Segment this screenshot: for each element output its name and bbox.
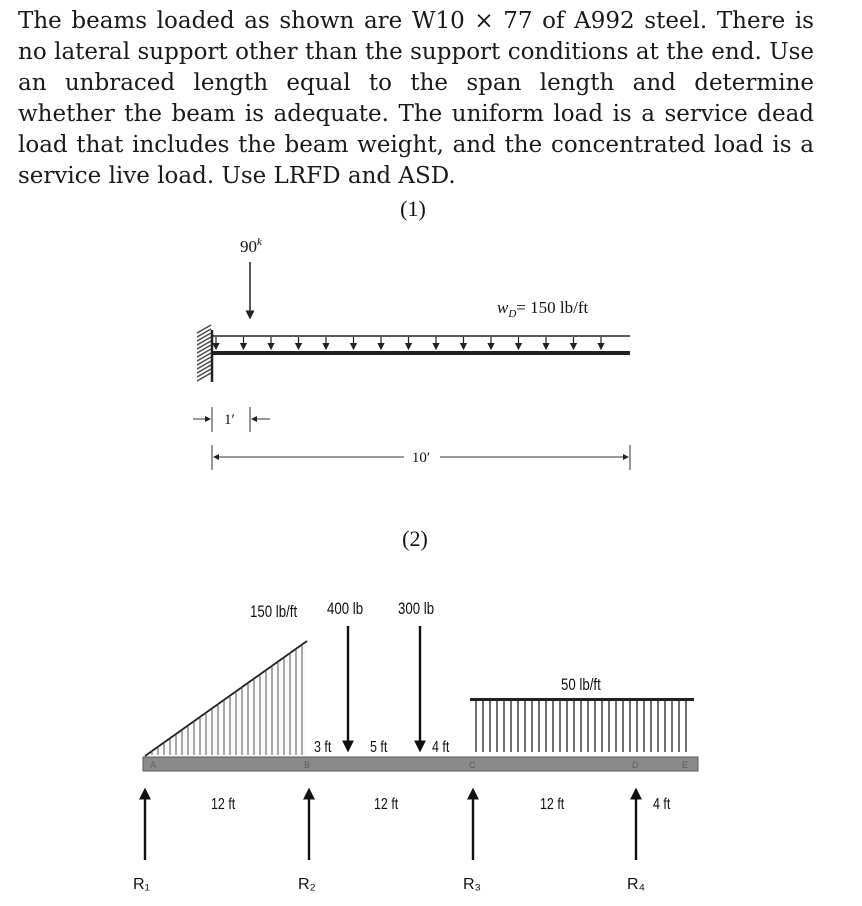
figure-1-caption: (1) [400,196,426,221]
reaction-r3-label: R₃ [463,876,482,893]
dim-4ft-de: 4 ft [653,795,671,814]
figure-1 [193,196,630,470]
figure-2-caption: (2) [402,526,428,551]
dim-12ft-ab: 12 ft [211,795,236,814]
figure-2 [133,526,698,893]
dimension-10ft [212,445,630,470]
problem-statement: The beams loaded as shown are W10 × 77 of A992 steel. There is no lateral support other than the support conditions at the end. Use an unbraced length equal to the span length and determine whether the beam is adequate. The uniform load is a service dead load that includes the beam weight, and the concentrated load is a service live load. Use LRFD and ASD. [18,8,814,189]
beam-1 [212,351,630,355]
dimension-1ft-label: 1′ [224,412,235,428]
node-e: E [682,760,689,770]
reaction-r2-label: R₂ [298,876,316,893]
node-d: D [632,760,639,770]
dimension-10ft-label: 10′ [411,450,431,466]
dim-5ft: 5 ft [370,738,388,757]
node-a: A [150,760,157,770]
reaction-r1-label: R₁ [133,876,150,893]
distributed-load-arrows [216,337,601,349]
fixed-support-wall [197,325,212,382]
node-c: C [469,760,476,770]
dim-3ft: 3 ft [313,738,332,757]
distributed-load-label: $w_D= 150$ lb/ft [497,298,589,320]
triangular-load-label: 150 lb/ft [249,602,298,622]
point-load-400-label: 400 lb [327,599,364,619]
beam-2 [143,757,698,771]
dim-12ft-bc: 12 ft [374,795,399,814]
point-load-300-label: 300 lb [398,599,435,619]
dimension-1ft [193,407,270,432]
uniform-load-label: 50 lb/ft [561,675,601,695]
dim-4ft-a: 4 ft [431,738,450,757]
node-b: B [304,760,311,770]
uniform-load-line [470,698,694,701]
point-load-label: 90$^k$ [240,236,262,256]
dim-12ft-cd: 12 ft [540,795,565,814]
uniform-load-arrows [476,701,686,752]
reaction-r4-label: R₄ [627,876,646,893]
